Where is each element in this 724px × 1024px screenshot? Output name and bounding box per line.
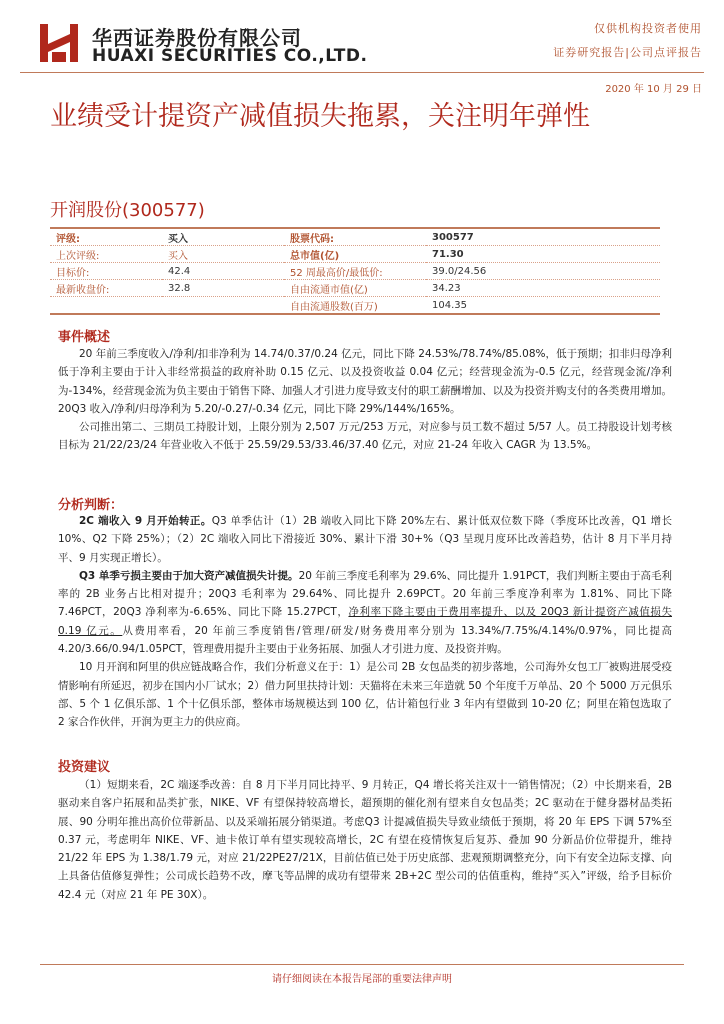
table-row [50, 280, 660, 297]
company-name-en: HUAXI SECURITIES CO.,LTD. [92, 46, 368, 66]
table-cell: 最新收盘价: [50, 280, 162, 297]
table-cell: 买入 [162, 228, 284, 246]
audience-note: 仅供机构投资者使用 [594, 22, 702, 35]
stock-info-table [50, 227, 660, 315]
table-cell: 300577 [426, 228, 660, 246]
table-row [50, 263, 660, 280]
paragraph [58, 512, 672, 567]
header-divider [20, 72, 704, 73]
table-cell: 34.23 [426, 280, 660, 297]
table-cell [162, 297, 284, 315]
table-cell: 39.0/24.56 [426, 263, 660, 280]
paragraph: （1）短期来看，2C 端逐季改善：自 8 月下半月同比持平、9 月转正，Q4 增长将关注双十一销售情况；（2）中长期来看，2B 驱动来自客户拓展和品类扩张，NIKE、VF 有望保持较高增长，超预期的催化剂有望来自女包品类；2C 驱动在于健身器材品类拓展、90 分明年推出高价位带新品、以及采端拓展分销渠道。考虑Q3 计提减值损失导致业绩低于预期，将 20 年 EPS 下调 57%至 0.37 元，考虑明年 NIKE、VF、迪卡侬订单有望实现较高增长，2C 有望在疫情恢复后复苏、叠加 90 分新品价位带提升，维持 21/22 年 EPS 为 1.38/1.79 元，对应 21/22PE27/21X，目前估值已处于历史底部、悲观预期调整充分，向下有安全边际支撑、向上具备估值修复弹性；公司成长趋势不改，摩飞等品牌的成功有望带来 2B+2C 型公司的估值重构，维持“买入”评级，给予目标价 42.4 元（对应 21 年 PE 30X）。 [58, 779, 672, 901]
table-cell: 总市值(亿) [284, 246, 426, 263]
table-cell: 股票代码: [284, 228, 426, 246]
events-body [58, 345, 672, 455]
paragraph-text: 20 年前三季度毛利率为 29.6%、同比提升 1.91PCT，我们判断主要由于高毛利率的 2B 业务占比相对提升；20Q3 毛利率为 29.64%、同比提升 2.69PCT。20 年前三季度净利率为 1.81%、同比下降 7.46PCT，20Q3 净利率为-6.65%、同比下降 15.27PCT， [58, 569, 673, 619]
legal-notice: 请仔细阅读在本报告尾部的重要法律声明 [272, 974, 452, 985]
table-cell: 自由流通市值(亿) [284, 280, 426, 297]
table-cell: 42.4 [162, 263, 284, 280]
table-cell [50, 297, 162, 315]
invest-body [58, 776, 672, 904]
company-name-cn: 华西证券股份有限公司 [92, 26, 302, 50]
stock-name: 开润股份(300577) [50, 200, 205, 221]
table-cell: 买入 [162, 246, 284, 263]
report-title: 业绩受计提资产减值损失拖累，关注明年弹性 [50, 101, 590, 132]
section-title-events: 事件概述 [58, 330, 111, 345]
paragraph-text: 从费用率看，20 年前三季度销售/管理/研发/财务费用率分别为 13.34%/7.75%/4.14%/0.97%，同比提高 4.20/3.66/0.94/1.05PCT，管理费用提升主要由于业务拓展、加强人才引进力度、及投资并购。 [58, 624, 672, 656]
table-cell: 104.35 [426, 297, 660, 315]
table-cell: 评级: [50, 228, 162, 246]
company-logo [38, 22, 80, 64]
table-cell: 71.30 [426, 246, 660, 263]
analysis-body [58, 512, 672, 732]
table-cell: 自由流通股数(百万) [284, 297, 426, 315]
report-kind: 证券研究报告|公司点评报告 [553, 46, 702, 59]
paragraph: 公司推出第二、三期员工持股计划，上限分别为 2,507 万元/253 万元，对应参与员工数不超过 5/57 人。员工持股设计划考核目标为 21/22/23/24 年营业收入不低于 25.59/29.53/33.46/37.40 亿元，对应 21-24 年收入 CAGR 为 13.5%。 [58, 421, 672, 452]
table-cell: 52 周最高价/最低价: [284, 263, 426, 280]
highlight-text: Q3 单季亏损主要由于加大资产减值损失计提。 [79, 569, 299, 582]
underlined-text: 净利率下降主要由于费用率提升、以及 20Q3 新计提资产减值损失 0.19 亿元。 [58, 606, 673, 637]
table-cell: 上次评级: [50, 246, 162, 263]
paragraph-text: Q3 单季估计（1）2B 端收入同比下降 20%左右、累计低双位数下降（季度环比改善，Q1 增长 10%、Q2 下降 25%）；（2）2C 端收入同比下滑接近 30%、累计下滑 30+%（Q3 呈现月度环比改善趋势，估计 8 月下半月持平、9 月实现正增长）。 [58, 515, 672, 564]
report-date: 2020 年 10 月 29 日 [605, 84, 702, 95]
section-title-invest: 投资建议 [58, 760, 111, 775]
footer-divider [40, 964, 684, 965]
section-title-analysis: 分析判断： [58, 498, 124, 513]
table-cell: 目标价: [50, 263, 162, 280]
table-cell: 32.8 [162, 280, 284, 297]
table-row [50, 228, 660, 246]
paragraph: 10 月开润和阿里的供应链战略合作，我们分析意义在于：1）是公司 2B 女包品类的初步落地，公司海外女包工厂被购进展受疫情影响有所延迟，初步在国内小厂试水；2）借力阿里扶持计划：天猫将在未来三年造就 50 个年度千万单品、20 个 5000 万元俱乐部、5 个 1 亿俱乐部、1 个十亿俱乐部，整体市场规模达到 100 亿，估计箱包行业 3 年内有望做到 10-20 亿；阿里在箱包选取了 2 家合作伙伴，开润为更主力的供应商。 [58, 661, 672, 729]
table-row [50, 246, 660, 263]
table-row [50, 297, 660, 315]
paragraph: 20 年前三季度收入/净利/扣非净利为 14.74/0.37/0.24 亿元，同比下降 24.53%/78.74%/85.08%，低于预期；扣非归母净利低于净利主要由于计入非经常损益的政府补助 0.15 亿元、以及投资收益 0.04 亿元；经营现金流为-0.5 亿元，经营现金流/净利为-134%，经营现金流为负主要由于销售下降、加强人才引进力度导致支付的职工薪酬增加、以及为投资并购支付的各类费用增加。20Q3 收入/净利/归母净利为 5.20/-0.27/-0.34 亿元，同比下降 29%/144%/165%。 [58, 348, 672, 415]
paragraph [58, 567, 672, 658]
highlight-text: 2C 端收入 9 月开始转正。 [79, 515, 212, 527]
